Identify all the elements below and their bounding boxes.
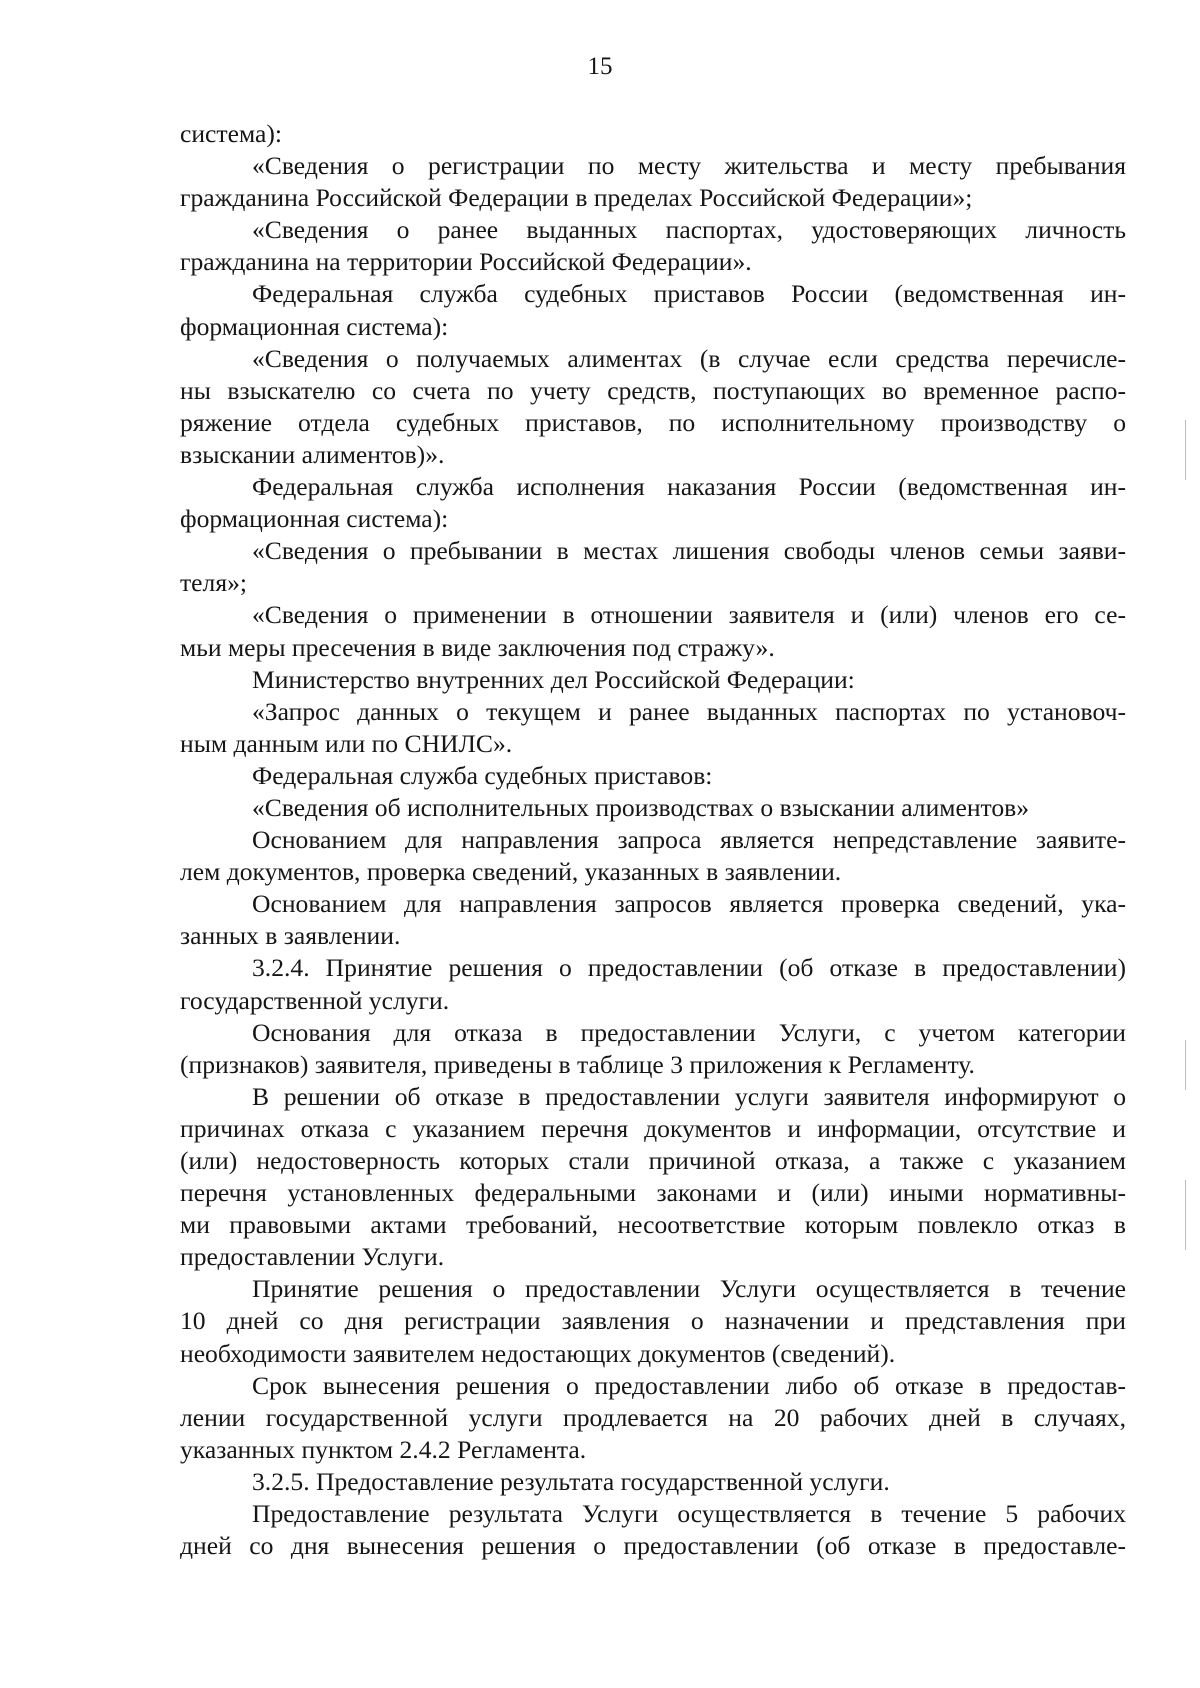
text-line: взыскании алиментов)». — [180, 439, 445, 469]
text-line: предоставлении Услуги. — [180, 1242, 445, 1272]
scan-edge-mark — [1185, 420, 1186, 480]
text-line: теля»; — [180, 568, 247, 598]
text-line: 3.2.5. Предоставление результата государственной услуги. — [252, 1466, 890, 1496]
text-line: 10 дней со дня регистрации заявления о назначении и представления при — [180, 1306, 1126, 1336]
text-line: гражданина на территории Российской Федерации». — [180, 247, 752, 277]
text-line: перечня установленных федеральными законами и (или) иными нормативны- — [180, 1178, 1126, 1208]
text-line: ны взыскателю со счета по учету средств, поступающих во временное распо- — [180, 375, 1126, 405]
text-line: В решении об отказе в предоставлении услуги заявителя информируют о — [252, 1081, 1126, 1111]
text-line: Предоставление результата Услуги осуществляется в течение 5 рабочих — [252, 1499, 1126, 1529]
text-line: «Запрос данных о текущем и ранее выданных паспортах по установоч- — [252, 696, 1126, 726]
text-line: «Сведения о регистрации по месту жительства и месту пребывания — [252, 151, 1126, 181]
text-line: (или) недостоверность которых стали причиной отказа, а также с указанием — [180, 1146, 1126, 1175]
text-line: причинах отказа с указанием перечня документов и информации, отсутствие и — [180, 1113, 1126, 1143]
text-line: «Сведения об исполнительных производствах о взыскании алиментов» — [252, 792, 1030, 822]
text-line: 3.2.4. Принятие решения о предоставлении (об отказе в предоставлении) — [252, 953, 1126, 983]
text-line: Основания для отказа в предоставлении Услуги, с учетом категории — [252, 1017, 1126, 1047]
text-line: указанных пунктом 2.4.2 Регламента. — [180, 1434, 587, 1464]
text-line: Основанием для направления запроса является непредставление заявите- — [252, 825, 1126, 855]
text-line: ряжение отдела судебных приставов, по исполнительному производству о — [180, 407, 1126, 437]
text-line: мьи меры пресечения в виде заключения под стражу». — [180, 632, 775, 662]
text-line: (признаков) заявителя, приведены в таблице 3 приложения к Регламенту. — [180, 1049, 975, 1079]
scan-edge-mark — [1185, 1180, 1186, 1250]
text-line: Федеральная служба судебных приставов: — [252, 760, 713, 790]
text-line: система): — [180, 119, 282, 148]
text-line: Федеральная служба исполнения наказания России (ведомственная ин- — [252, 472, 1126, 502]
text-line: формационная система): — [180, 504, 449, 534]
scan-edge-mark — [1185, 1040, 1186, 1090]
text-line: ным данным или по СНИЛС». — [180, 728, 513, 758]
text-line: Министерство внутренних дел Российской Федерации: — [252, 664, 855, 694]
text-line: Принятие решения о предоставлении Услуги осуществляется в течение — [252, 1274, 1126, 1304]
text-line: Основанием для направления запросов является проверка сведений, ука- — [252, 889, 1126, 919]
text-line: лении государственной услуги продлевается на 20 рабочих дней в случаях, — [180, 1402, 1126, 1432]
text-line: «Сведения о пребывании в местах лишения свободы членов семьи заяви- — [252, 536, 1126, 566]
text-line: ми правовыми актами требований, несоответствие которым повлекло отказ в — [180, 1210, 1126, 1240]
text-line: лем документов, проверка сведений, указанных в заявлении. — [180, 857, 842, 887]
text-line: Федеральная служба судебных приставов России (ведомственная ин- — [252, 279, 1126, 309]
document-body — [180, 118, 1126, 1562]
text-line: «Сведения о ранее выданных паспортах, удостоверяющих личность — [252, 215, 1126, 245]
text-line: дней со дня вынесения решения о предоставлении (об отказе в предоставле- — [180, 1531, 1126, 1561]
page-number: 15 — [587, 53, 613, 80]
text-line: необходимости заявителем недостающих документов (сведений). — [180, 1338, 896, 1368]
text-line: формационная система): — [180, 311, 449, 341]
text-line: «Сведения о получаемых алиментах (в случае если средства перечисле- — [252, 343, 1126, 373]
text-line: Срок вынесения решения о предоставлении либо об отказе в предостав- — [252, 1370, 1126, 1400]
text-line: гражданина Российской Федерации в пределах Российской Федерации»; — [180, 183, 973, 213]
text-line: государственной услуги. — [180, 985, 450, 1015]
text-line: занных в заявлении. — [180, 921, 401, 951]
text-line: «Сведения о применении в отношении заявителя и (или) членов его се- — [252, 600, 1126, 630]
